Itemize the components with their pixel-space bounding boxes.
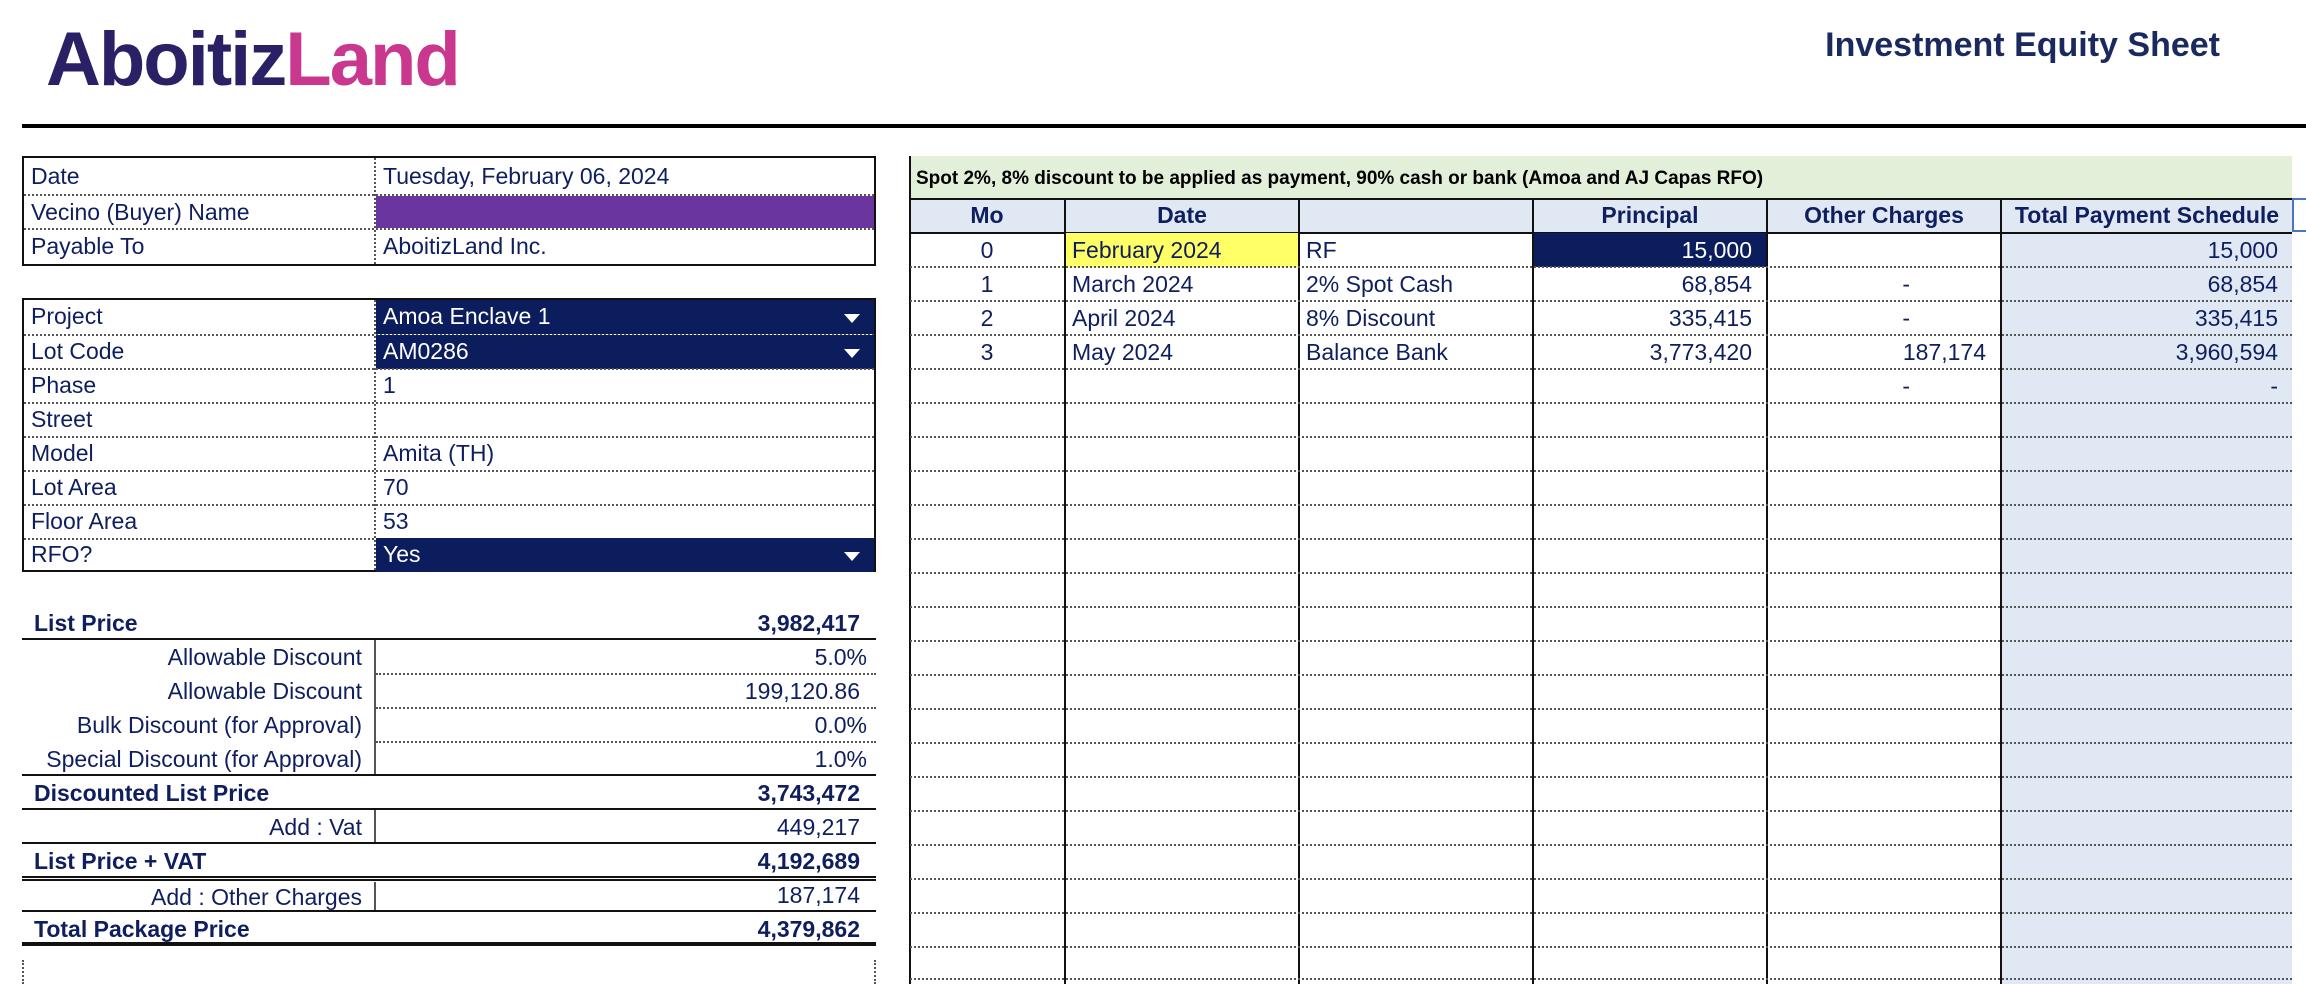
model-cell[interactable]: Amita (TH) [383,440,495,466]
date-cell[interactable]: Tuesday, February 06, 2024 [383,163,670,189]
rfo-label: RFO? [31,541,93,567]
logo-text-land: Land [285,17,459,102]
row-2-date: April 2024 [1072,305,1176,331]
project-label: Project [31,303,103,329]
row-0-other-charges [1768,233,2000,267]
total-package-price-value: 4,379,862 [757,916,860,942]
col-header-description [1300,198,1532,232]
vat-label: Add : Vat [269,814,362,840]
date-label: Date [31,163,80,189]
special-discount-label: Special Discount (for Approval) [46,746,362,772]
buyer-name-input[interactable] [376,196,874,228]
col-header-other-charges: Other Charges [1804,202,1964,228]
discounted-list-price-value: 3,743,472 [757,780,860,806]
row-3-other-charges: 187,174 [1902,339,1986,365]
aboitizland-logo [46,10,459,110]
row-3-principal: 3,773,420 [1649,339,1752,365]
allowable-discount-amt-label: Allowable Discount [167,678,362,704]
row-1-other-charges: - [1902,271,1910,297]
header-divider [22,124,2306,128]
bulk-discount-cell[interactable]: 0.0% [814,712,867,738]
street-label: Street [31,406,93,432]
row-0-principal-cell[interactable]: 15,000 [1534,233,1766,267]
chevron-down-icon[interactable] [844,314,860,323]
buyer-name-label: Vecino (Buyer) Name [31,199,250,225]
row-1-total: 68,854 [2207,271,2278,297]
logo-text-aboitiz: Aboitiz [46,17,286,102]
discounted-list-price-label: Discounted List Price [34,780,270,806]
row-0-total: 15,000 [2207,237,2278,263]
col-header-total-payment: Total Payment Schedule [2014,202,2280,228]
lot-code-value: AM0286 [383,338,469,364]
selected-cell-edge[interactable] [2292,198,2306,232]
rfo-value: Yes [383,541,421,567]
project-select[interactable] [376,300,874,334]
row-2-description: 8% Discount [1306,305,1436,331]
row-0-mo: 0 [980,237,994,263]
row-4-other-charges: - [1902,373,1910,399]
lot-code-label: Lot Code [31,338,125,364]
allowable-discount-amt-value: 199,120.86 [744,678,860,704]
sheet-title: Investment Equity Sheet [1825,26,2220,64]
row-3-description: Balance Bank [1306,339,1448,365]
lot-area-label: Lot Area [31,474,117,500]
list-price-label: List Price [34,610,138,636]
row-1-principal: 68,854 [1681,271,1752,297]
chevron-down-icon[interactable] [844,349,860,358]
row-1-description: 2% Spot Cash [1306,271,1454,297]
col-header-principal: Principal [1601,202,1699,228]
other-charges-value: 187,174 [776,882,860,908]
row-3-mo: 3 [980,339,994,365]
list-price-vat-value: 4,192,689 [757,848,860,874]
floor-area-label: Floor Area [31,508,138,534]
phase-cell[interactable]: 1 [383,372,396,398]
rfo-select[interactable] [376,538,874,572]
street-cell[interactable] [376,403,874,437]
floor-area-cell[interactable]: 53 [383,508,409,534]
bulk-discount-label: Bulk Discount (for Approval) [76,712,362,738]
row-2-mo: 2 [980,305,994,331]
allowable-discount-pct-cell[interactable]: 5.0% [814,644,867,670]
row-0-description: RF [1306,237,1337,263]
chevron-down-icon[interactable] [844,552,860,561]
schedule-note: Spot 2%, 8% discount to be applied as payment, 90% cash or bank (Amoa and AJ Capas RFO) [916,168,1764,189]
row-4-total: - [2270,373,2278,399]
list-price-value: 3,982,417 [757,610,860,636]
other-charges-label: Add : Other Charges [151,884,362,910]
model-label: Model [31,440,94,466]
row-2-principal: 335,415 [1668,305,1752,331]
row-0-date-cell[interactable]: February 2024 [1066,233,1298,267]
row-3-date: May 2024 [1072,339,1174,365]
row-1-mo: 1 [980,271,994,297]
phase-label: Phase [31,372,97,398]
row-2-total: 335,415 [2194,305,2278,331]
total-package-price-label: Total Package Price [34,916,250,942]
row-1-date: March 2024 [1072,271,1194,297]
payable-to-cell[interactable]: AboitizLand Inc. [383,233,547,259]
payable-to-label: Payable To [31,233,145,259]
lot-code-select[interactable] [376,335,874,369]
col-header-mo: Mo [970,202,1004,228]
col-header-date: Date [1157,202,1207,228]
row-3-total: 3,960,594 [2175,339,2278,365]
lot-area-cell[interactable]: 70 [383,474,409,500]
row-2-other-charges: - [1902,305,1910,331]
list-price-vat-label: List Price + VAT [34,848,207,874]
project-value: Amoa Enclave 1 [383,303,551,329]
allowable-discount-pct-label: Allowable Discount [167,644,362,670]
vat-value: 449,217 [776,814,860,840]
special-discount-cell[interactable]: 1.0% [814,746,867,772]
